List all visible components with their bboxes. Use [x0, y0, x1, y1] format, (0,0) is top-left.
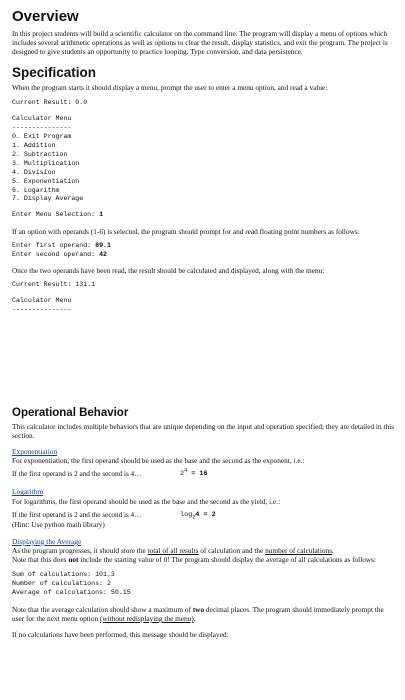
- first-operand-prompt: Enter first operand:: [12, 242, 92, 250]
- exponentiation-text: For exponentiation, the first operand should be used as the base and the second as the exponent, i.e.:: [12, 456, 305, 466]
- average-heading: Displaying the Average: [12, 536, 82, 546]
- exponentiation-condition: If the first operand is 2 and the second is 4…: [12, 470, 142, 479]
- second-operand-value: 42: [99, 251, 107, 259]
- menu-divider: ---------------: [12, 124, 72, 132]
- decimal-places-note: Note that the average calculation should show a maximum of two decimal places. The program should immediately prompt the user for the next menu option (without redisplaying the menu).: [12, 604, 384, 624]
- average-of-calculations-line: Average of calculations: 50.15: [12, 589, 131, 597]
- current-result-2-value: 131.1: [75, 281, 96, 289]
- menu-item-addition: 1. Addition: [12, 142, 56, 149]
- second-operand-prompt: Enter second operand:: [12, 251, 96, 259]
- menu-title: Calculator Menu: [12, 115, 72, 123]
- page-gap: [12, 315, 395, 407]
- exponentiation-heading: Exponentiation: [12, 447, 58, 457]
- menu-item-exit: 0. Exit Program: [12, 133, 72, 141]
- average-output: [12, 571, 395, 598]
- no-calculations-note: If no calculations have been performed, this message should be displayed:: [12, 630, 229, 640]
- menu-item-multiplication: 3. Multiplication: [12, 159, 80, 167]
- operand-prompts: [12, 242, 395, 260]
- logarithm-hint: (Hint: Use python math library): [12, 519, 105, 529]
- logarithm-condition: If the first operand is 2 and the second is 4…: [12, 510, 142, 519]
- sum-of-calculations-line: Sum of calculations: 101.3: [12, 571, 115, 579]
- number-of-calculations-line: Number of calculations: 2: [12, 580, 111, 588]
- second-operand-line: [12, 251, 395, 260]
- menu-item-exponentiation: 5. Exponentiation: [12, 177, 80, 185]
- average-section: [12, 537, 395, 639]
- overview-heading: Overview: [12, 8, 79, 25]
- current-result-line-2: [12, 281, 395, 290]
- menu-item-display-average: 7. Display Average: [12, 195, 84, 203]
- operational-intro: This calculator includes multiple behaviors that are unique depending on the input and operation specified; they are detailed in this section.: [12, 421, 394, 441]
- logarithm-heading: Logarithm: [12, 487, 44, 497]
- menu-item-subtraction: 2. Subtraction: [12, 150, 68, 158]
- menu-selection-line: [12, 211, 395, 220]
- menu-selection-prompt: Enter Menu Selection:: [12, 211, 96, 219]
- operands-paragraph: If an option with operands (1-6) is selected, the program should prompt for and read floating point numbers as follows:: [12, 227, 360, 237]
- average-note: Note that this does not include the starting value of 0! The program should display the average of all calculations as follows:: [12, 555, 377, 565]
- specification-heading: Specification: [12, 65, 97, 81]
- current-result-line: Current Result: 0.0: [12, 99, 88, 107]
- logarithm-section: [12, 487, 395, 528]
- specification-intro: When the program starts it should display a menu, prompt the user to enter a menu option, and read a value:: [12, 83, 328, 93]
- menu-title-2: Calculator Menu: [12, 297, 72, 305]
- calculator-menu: [12, 115, 395, 204]
- first-operand-line: [12, 242, 395, 251]
- menu-item-logarithm: 6. Logarithm: [12, 186, 60, 194]
- exponentiation-section: [12, 447, 395, 479]
- calculator-menu-2: [12, 297, 395, 315]
- average-text: As the program progresses, it should store the total of all results of calculation and the number of calculations.: [12, 546, 334, 556]
- logarithm-expression: $\log_24 = 2$: [180, 510, 216, 521]
- exponentiation-expression: $2^4 = 16$: [180, 468, 208, 479]
- exponentiation-example: [12, 470, 395, 479]
- menu-item-division: 4. Division: [12, 168, 56, 176]
- result-paragraph: Once the two operands have been read, the result should be calculated and displayed, along with the menu:: [12, 266, 325, 276]
- overview-paragraph: In this project students will build a scientific calculator on the command line. The program will display a menu of options which includes several arithmetic operations as well as options to clear the result, display statistics, and exit the program. The project is designed to give students an opportunity to practice looping. Type conversion, and data persistence.: [12, 29, 388, 57]
- first-operand-value: 89.1: [95, 242, 111, 250]
- logarithm-text: For logarithms, the first operand should be used as the base and the second as the yield, i.e.:: [12, 496, 281, 506]
- menu-divider-2: ---------------: [12, 306, 72, 314]
- menu-selection-value: 1: [99, 211, 104, 219]
- current-result-2-label: Current Result:: [12, 281, 72, 289]
- operational-behavior-heading: Operational Behavior: [12, 406, 129, 419]
- logarithm-example: [12, 511, 395, 520]
